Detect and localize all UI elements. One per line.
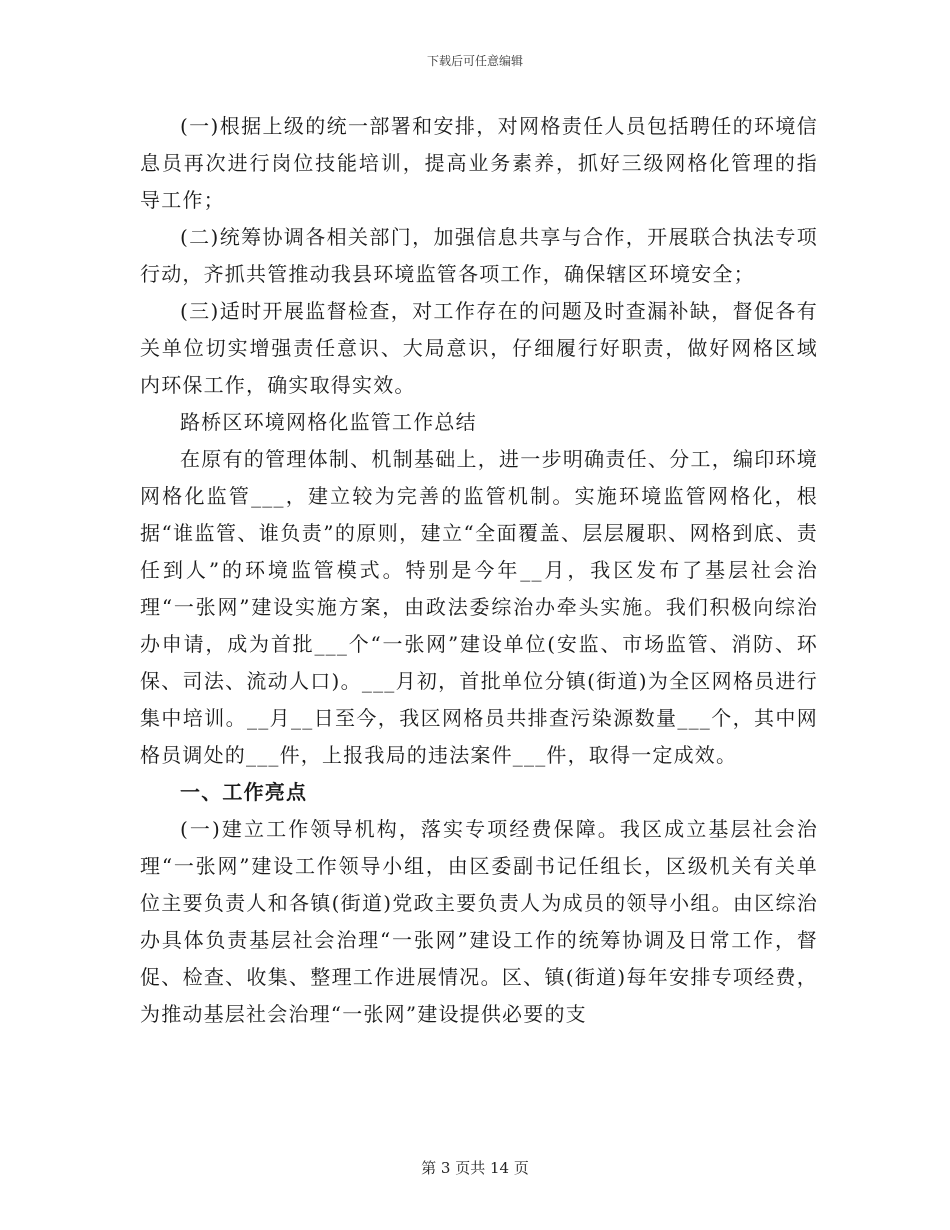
section-heading-highlights: 一、工作亮点: [180, 780, 308, 804]
paragraph-item-3: (三)适时开展监督检查，对工作存在的问题及时查漏补缺，督促各有关单位切实增强责任意识、大局意识，仔细履行好职责，做好网格区域内环保工作，确实取得实效。: [140, 299, 818, 397]
paragraph-item-2: (二)统筹协调各相关部门，加强信息共享与合作，开展联合执法专项行动，齐抓共管推动我县环境监管各项工作，确保辖区环境安全；: [140, 225, 818, 286]
page-footer: 第 3 页共 14 页: [421, 1159, 529, 1177]
document-body: [140, 108, 818, 1033]
section-title: 路桥区环境网格化监管工作总结: [180, 410, 477, 434]
paragraph-item-highlight-1: (一)建立工作领导机构，落实专项经费保障。我区成立基层社会治理“一张网”建设工作领导小组，由区委副书记任组长，区级机关有关单位主要负责人和各镇(街道)党政主要负责人为成员的领导小组。由区综治办具体负责基层社会治理“一张网”建设工作的统筹协调及日常工作，督促、检查、收集、整理工作进展情况。区、镇(街道)每年安排专项经费，为推动基层社会治理“一张网”建设提供必要的支: [140, 817, 818, 1026]
paragraph-item-1: (一)根据上级的统一部署和安排，对网格责任人员包括聘任的环境信息员再次进行岗位技能培训，提高业务素养，抓好三级网格化管理的指导工作；: [140, 114, 818, 212]
summary-paragraph: 在原有的管理体制、机制基础上，进一步明确责任、分工，编印环境网格化监管___，建立较为完善的监管机制。实施环境监管网格化，根据“谁监管、谁负责”的原则，建立“全面覆盖、层层履职、网格到底、责任到人”的环境监管模式。特别是今年__月，我区发布了基层社会治理“一张网”建设实施方案，由政法委综治办牵头实施。我们积极向综治办申请，成为首批___个“一张网”建设单位(安监、市场监管、消防、环保、司法、流动人口)。___月初，首批单位分镇(街道)为全区网格员进行集中培训。__月__日至今，我区网格员共排查污染源数量___个，其中网格员调处的___件，上报我局的违法案件___件，取得一定成效。: [140, 447, 818, 767]
page-header: 下载后可任意编辑: [426, 54, 523, 68]
